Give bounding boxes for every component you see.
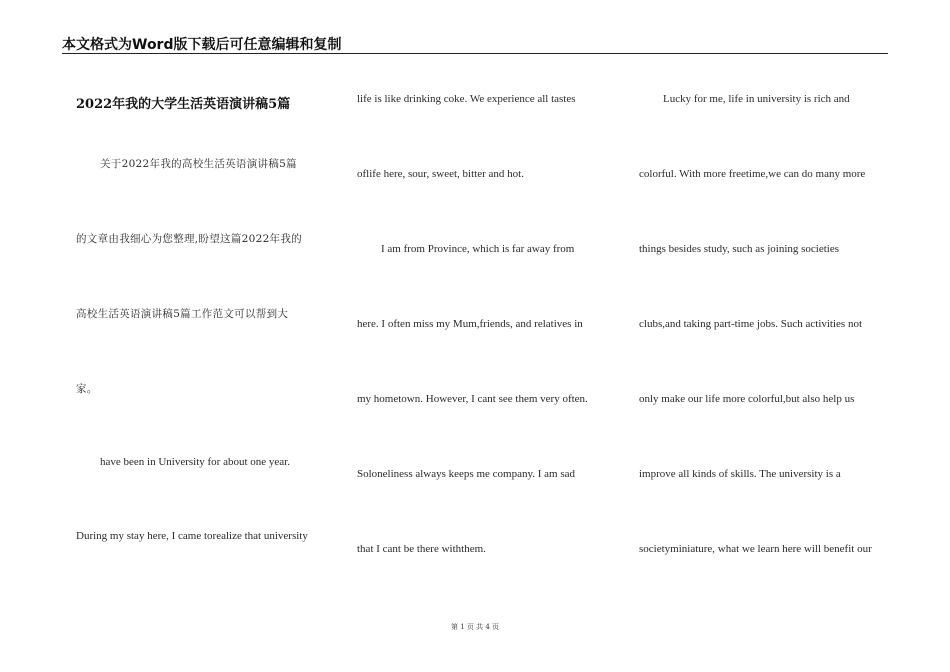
text-line: my hometown. However, I cant see them very often. (357, 393, 588, 405)
text-line: improve all kinds of skills. The university is a (639, 468, 841, 480)
text-line: only make our life more colorful,but also help us (639, 393, 855, 405)
text-line: During my stay here, I came torealize that university (76, 530, 308, 542)
text-line: 家。 (76, 383, 98, 395)
page-header (62, 34, 888, 54)
text-line: I am from Province, which is far away from (381, 243, 575, 255)
text-line: Soloneliness always keeps me company. I am sad (357, 468, 576, 480)
text-line: colorful. With more freetime,we can do many more (639, 168, 866, 180)
document-title: 2022年我的大学生活英语演讲稿5篇 (76, 97, 291, 112)
text-line: life is like drinking coke. We experience all tastes (357, 93, 576, 105)
text-line: here. I often miss my Mum,friends, and relatives in (357, 318, 583, 330)
text-line: 高校生活英语演讲稿5篇工作范文可以帮到大 (76, 308, 289, 320)
text-line: have been in University for about one year. (100, 456, 290, 468)
header-divider (62, 53, 888, 54)
text-line: 的文章由我细心为您整理,盼望这篇2022年我的 (76, 233, 302, 245)
page-number: 第 1 页 共 4 页 (450, 623, 500, 631)
text-line: clubs,and taking part-time jobs. Such activities not (639, 318, 863, 330)
text-line: 关于2022年我的高校生活英语演讲稿5篇 (100, 158, 297, 170)
header-title: 本文格式为Word版下载后可任意编辑和复制 (62, 37, 342, 53)
text-line: things besides study, such as joining societies (639, 243, 840, 255)
text-line: that I cant be there withthem. (357, 543, 486, 555)
text-line: oflife here, sour, sweet, bitter and hot. (357, 168, 524, 180)
text-line: societyminiature, what we learn here will benefit our (639, 543, 872, 555)
text-line: Lucky for me, life in university is rich and (663, 93, 850, 105)
